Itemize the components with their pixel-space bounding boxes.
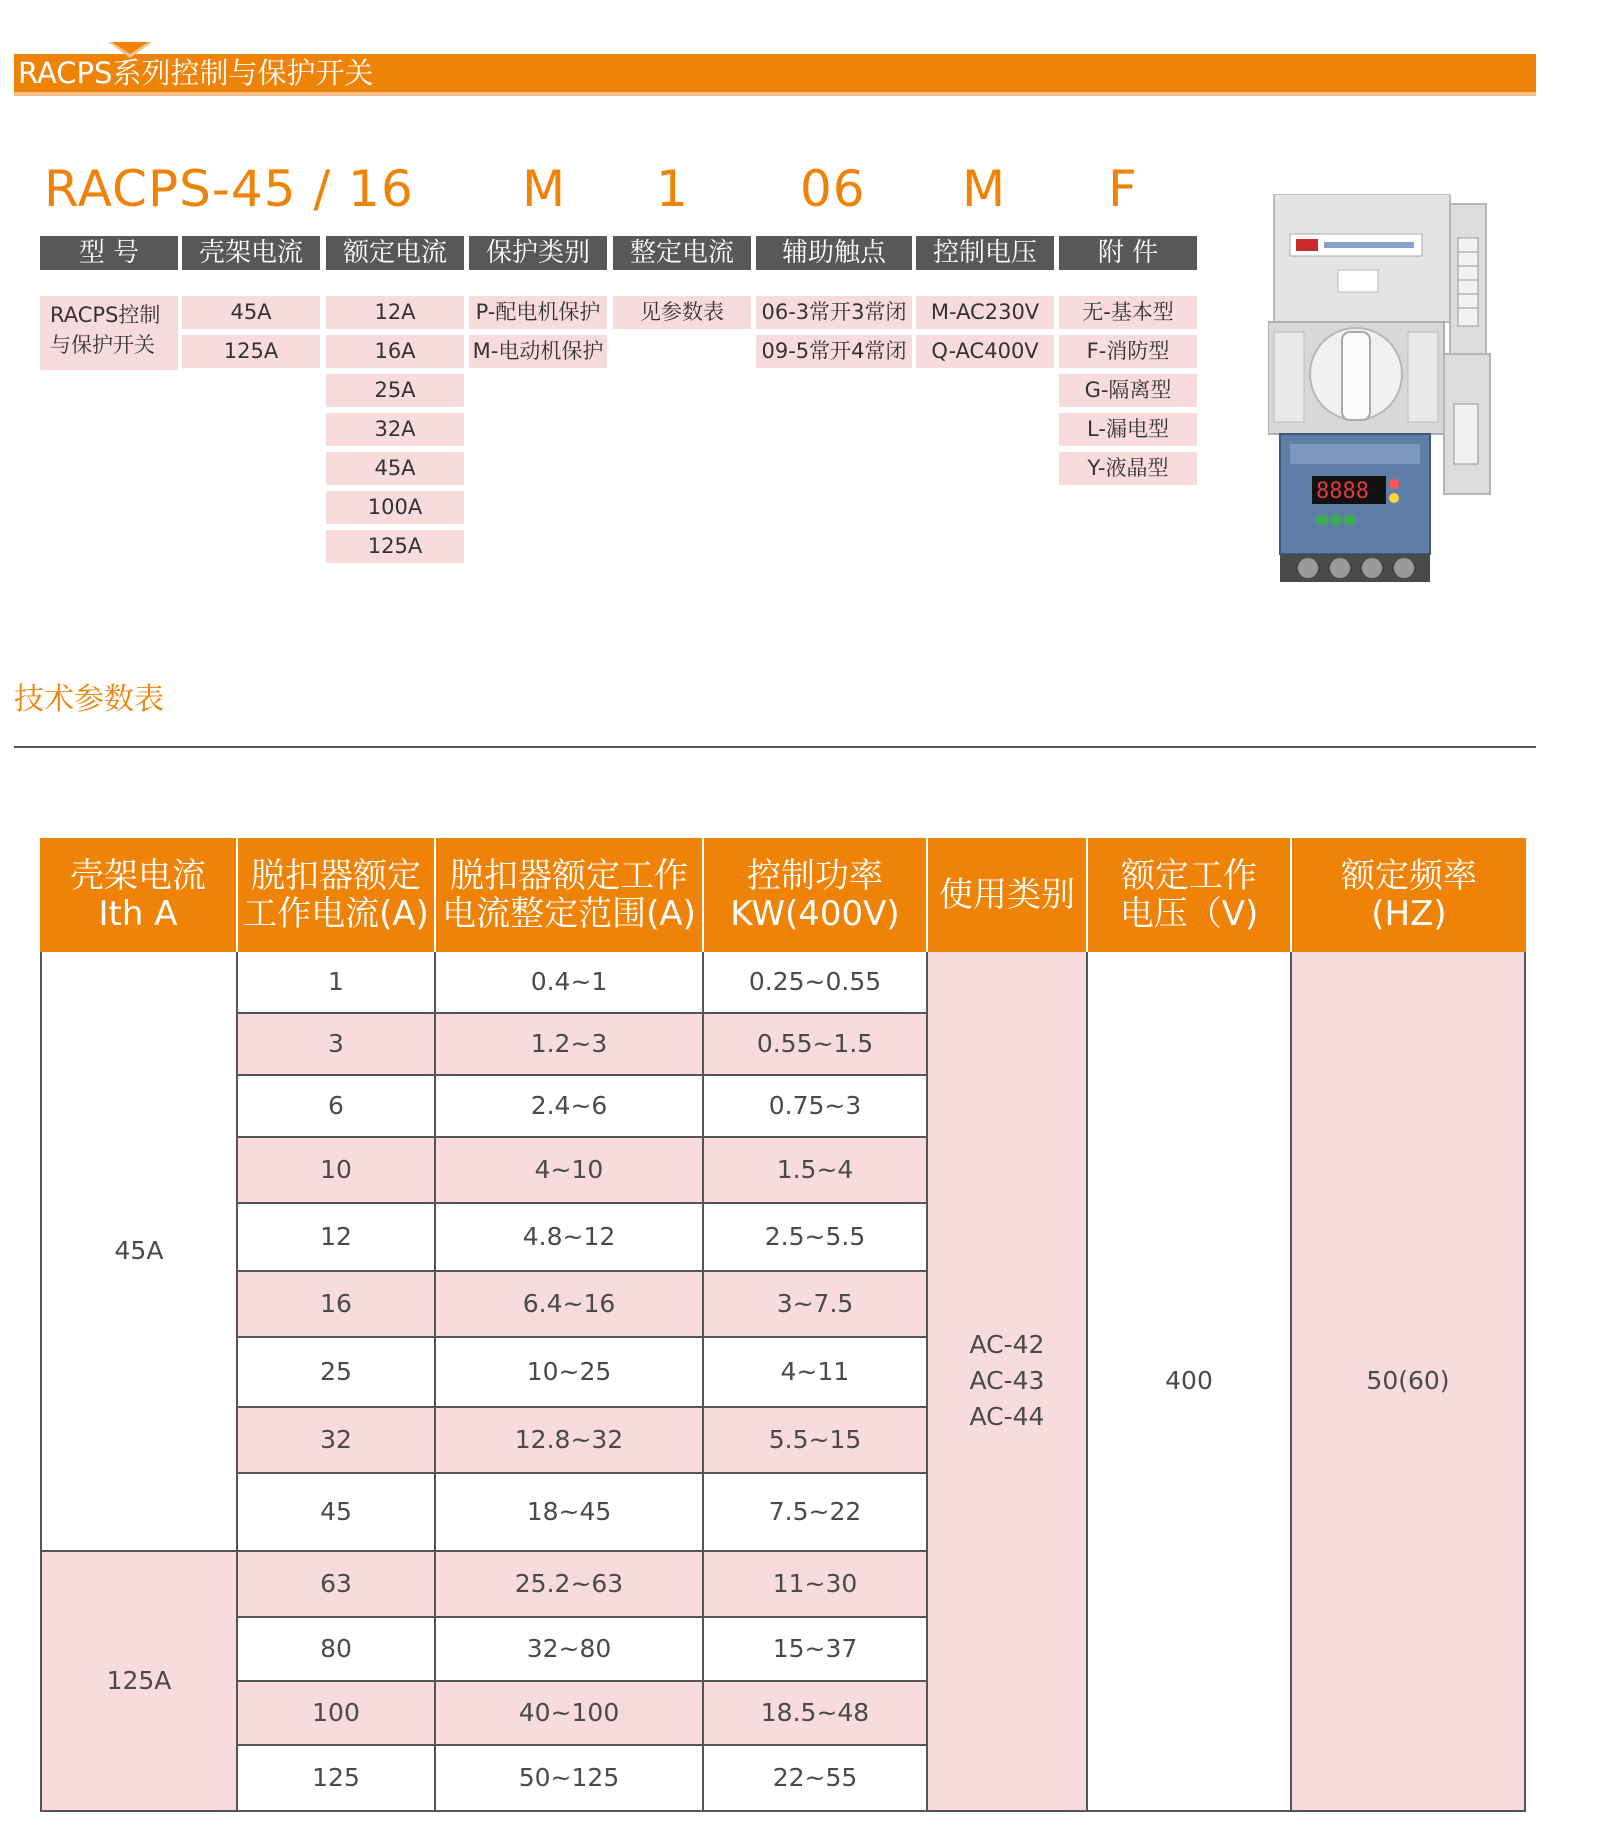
cell-range: 18~45: [436, 1474, 704, 1552]
accessory-item: G-隔离型: [1059, 374, 1197, 407]
banner-notch: [108, 42, 152, 58]
cell-rated: 3: [238, 1014, 436, 1076]
frame-group-125a: 125A: [40, 1552, 238, 1812]
header-accessory: 附 件: [1059, 236, 1197, 270]
cell-rated: 100: [238, 1682, 436, 1746]
model-cell: [40, 296, 178, 370]
aux-contact-item: 09-5常开4常闭: [756, 335, 912, 368]
cell-power: 0.75~3: [704, 1076, 928, 1138]
th-setting-range: 脱扣器额定工作 电流整定范围(A): [436, 838, 704, 952]
accessory-item: Y-液晶型: [1059, 452, 1197, 485]
rated-voltage-cell: 400: [1088, 952, 1292, 1812]
accessory-item: 无-基本型: [1059, 296, 1197, 329]
frame-current-item: 45A: [182, 296, 320, 329]
cell-power: 0.55~1.5: [704, 1014, 928, 1076]
cell-rated: 45: [238, 1474, 436, 1552]
frame-group-45a: 45A: [40, 952, 238, 1552]
rated-current-item: 12A: [326, 296, 464, 329]
cell-range: 50~125: [436, 1746, 704, 1812]
cell-range: 40~100: [436, 1682, 704, 1746]
product-image: [1268, 194, 1498, 586]
th-rated-voltage: 额定工作 电压（V): [1088, 838, 1292, 952]
cell-range: 25.2~63: [436, 1552, 704, 1618]
th-control-power: 控制功率 KW(400V): [704, 838, 928, 952]
header-setting: 整定电流: [613, 236, 751, 270]
rated-current-item: 100A: [326, 491, 464, 524]
cell-rated: 25: [238, 1338, 436, 1408]
protection-item: P-配电机保护: [469, 296, 607, 329]
rated-frequency-cell: 50(60): [1292, 952, 1526, 1812]
header-aux-contact: 辅助触点: [756, 236, 912, 270]
cell-power: 4~11: [704, 1338, 928, 1408]
title-banner: [14, 54, 1536, 96]
cell-power: 11~30: [704, 1552, 928, 1618]
usage-category-cell: AC-42 AC-43 AC-44: [928, 952, 1088, 1812]
accessory-item: L-漏电型: [1059, 413, 1197, 446]
svg-text:8888: 8888: [1316, 479, 1369, 504]
cell-range: 6.4~16: [436, 1272, 704, 1338]
code-segment-aux: 06: [800, 160, 866, 218]
cell-power: 0.25~0.55: [704, 952, 928, 1014]
cell-power: 1.5~4: [704, 1138, 928, 1204]
switch-device-illustration: [1268, 194, 1498, 586]
cell-range: 10~25: [436, 1338, 704, 1408]
banner-title: RACPS系列控制与保护开关: [18, 56, 374, 90]
cell-rated: 1: [238, 952, 436, 1014]
cell-rated: 6: [238, 1076, 436, 1138]
section-title: 技术参数表: [14, 682, 164, 717]
cell-power: 22~55: [704, 1746, 928, 1812]
cell-power: 2.5~5.5: [704, 1204, 928, 1272]
th-usage-category: 使用类别: [928, 838, 1088, 952]
model-line-2: 与保护开关: [50, 333, 155, 357]
cell-range: 4.8~12: [436, 1204, 704, 1272]
cell-range: 32~80: [436, 1618, 704, 1682]
cell-power: 18.5~48: [704, 1682, 928, 1746]
code-segment-series: RACPS-45 / 16: [44, 160, 414, 218]
setting-item: 见参数表: [613, 296, 751, 329]
section-divider: [14, 746, 1536, 748]
protection-item: M-电动机保护: [469, 335, 607, 368]
cell-range: 12.8~32: [436, 1408, 704, 1474]
rated-current-item: 16A: [326, 335, 464, 368]
frame-current-item: 125A: [182, 335, 320, 368]
header-rated-current: 额定电流: [326, 236, 464, 270]
parameter-table: [40, 838, 1526, 1812]
rated-current-item: 45A: [326, 452, 464, 485]
th-rated-frequency: 额定频率 (HZ): [1292, 838, 1526, 952]
control-voltage-item: M-AC230V: [916, 296, 1054, 329]
cell-rated: 16: [238, 1272, 436, 1338]
cell-range: 2.4~6: [436, 1076, 704, 1138]
header-frame-current: 壳架电流: [182, 236, 320, 270]
rated-current-item: 32A: [326, 413, 464, 446]
code-segment-protection: M: [522, 160, 567, 218]
header-control-voltage: 控制电压: [916, 236, 1054, 270]
th-rated-current: 脱扣器额定 工作电流(A): [238, 838, 436, 952]
rated-current-item: 125A: [326, 530, 464, 563]
cell-rated: 12: [238, 1204, 436, 1272]
code-segment-voltage: M: [962, 160, 1007, 218]
cell-power: 3~7.5: [704, 1272, 928, 1338]
cell-range: 0.4~1: [436, 952, 704, 1014]
cell-power: 5.5~15: [704, 1408, 928, 1474]
cell-power: 7.5~22: [704, 1474, 928, 1552]
cell-rated: 125: [238, 1746, 436, 1812]
accessory-item: F-消防型: [1059, 335, 1197, 368]
th-frame-current: 壳架电流 Ith A: [40, 838, 238, 952]
cell-range: 4~10: [436, 1138, 704, 1204]
cell-rated: 80: [238, 1618, 436, 1682]
header-model: 型 号: [40, 236, 178, 270]
cell-rated: 32: [238, 1408, 436, 1474]
header-protection: 保护类别: [469, 236, 607, 270]
aux-contact-item: 06-3常开3常闭: [756, 296, 912, 329]
code-segment-accessory: F: [1108, 160, 1138, 218]
control-voltage-item: Q-AC400V: [916, 335, 1054, 368]
model-line-1: RACPS控制: [50, 303, 161, 327]
code-segment-setting: 1: [656, 160, 689, 218]
cell-rated: 63: [238, 1552, 436, 1618]
cell-range: 1.2~3: [436, 1014, 704, 1076]
rated-current-item: 25A: [326, 374, 464, 407]
cell-rated: 10: [238, 1138, 436, 1204]
cell-power: 15~37: [704, 1618, 928, 1682]
